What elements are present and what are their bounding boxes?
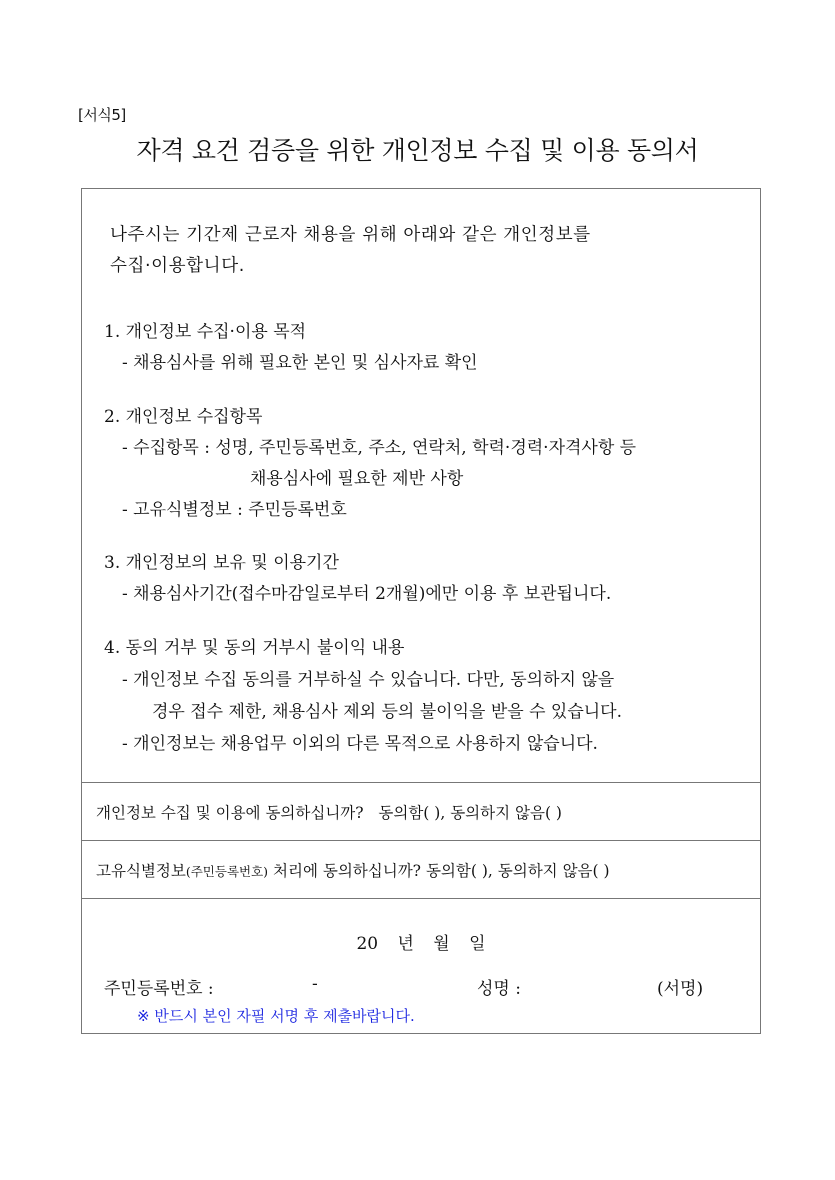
section-2-heading: 2. 개인정보 수집항목 <box>104 407 263 427</box>
section-4-item-1: - 개인정보 수집 동의를 거부하실 수 있습니다. 다만, 동의하지 않을 <box>122 670 615 690</box>
section-4-heading: 4. 동의 거부 및 동의 거부시 불이익 내용 <box>104 638 405 658</box>
consent-row-unique-id <box>82 840 760 898</box>
consent-2-question-prefix: 고유식별정보 <box>96 862 186 880</box>
name-label: 성명 : <box>477 979 521 999</box>
section-2-item-1-cont: 채용심사에 필요한 제반 사항 <box>250 469 464 489</box>
consent-1-agree-option[interactable]: 동의함( ), <box>378 804 446 822</box>
signature-section <box>82 898 760 1035</box>
consent-1-question: 개인정보 수집 및 이용에 동의하십니까? <box>96 804 364 822</box>
section-2-item-2: - 고유식별정보 : 주민등록번호 <box>122 500 347 520</box>
signature-notice: ※ 반드시 본인 자필 서명 후 제출바랍니다. <box>137 1007 415 1025</box>
section-1-item-1: - 채용심사를 위해 필요한 본인 및 심사자료 확인 <box>122 353 478 373</box>
date-line: 20 년 월 일 <box>356 934 486 954</box>
section-1-heading: 1. 개인정보 수집·이용 목적 <box>104 322 307 342</box>
section-3-heading: 3. 개인정보의 보유 및 이용기간 <box>104 553 339 573</box>
consent-2-text <box>96 859 610 881</box>
consent-1-text <box>96 801 562 823</box>
consent-2-disagree-option[interactable]: 동의하지 않음( ) <box>497 862 610 880</box>
consent-2-agree-option[interactable]: 동의함( ), <box>425 862 493 880</box>
document-title: 자격 요건 검증을 위한 개인정보 수집 및 이용 동의서 <box>136 136 699 165</box>
section-3-item-1: - 채용심사기간(접수마감일로부터 2개월)에만 이용 후 보관됩니다. <box>122 584 612 604</box>
consent-2-question-paren: (주민등록번호) <box>185 864 269 879</box>
consent-row-personal-info <box>82 782 760 840</box>
form-number: [서식5] <box>78 106 126 124</box>
consent-form-box <box>81 188 761 1034</box>
intro-line-2: 수집·이용합니다. <box>110 256 245 276</box>
section-2-item-1: - 수집항목 : 성명, 주민등록번호, 주소, 연락처, 학력·경력·자격사항 등 <box>122 438 637 458</box>
form-body <box>82 189 760 782</box>
rrn-label: 주민등록번호 : <box>104 979 214 999</box>
signature-label: (서명) <box>657 979 704 999</box>
rrn-separator: - <box>312 974 318 994</box>
section-4-item-2: - 개인정보는 채용업무 이외의 다른 목적으로 사용하지 않습니다. <box>122 734 598 754</box>
section-4-item-1-cont: 경우 접수 제한, 채용심사 제외 등의 불이익을 받을 수 있습니다. <box>152 702 622 722</box>
consent-1-disagree-option[interactable]: 동의하지 않음( ) <box>450 804 562 822</box>
intro-line-1: 나주시는 기간제 근로자 채용을 위해 아래와 같은 개인정보를 <box>110 225 591 245</box>
consent-2-question-suffix: 처리에 동의하십니까? <box>273 862 421 880</box>
